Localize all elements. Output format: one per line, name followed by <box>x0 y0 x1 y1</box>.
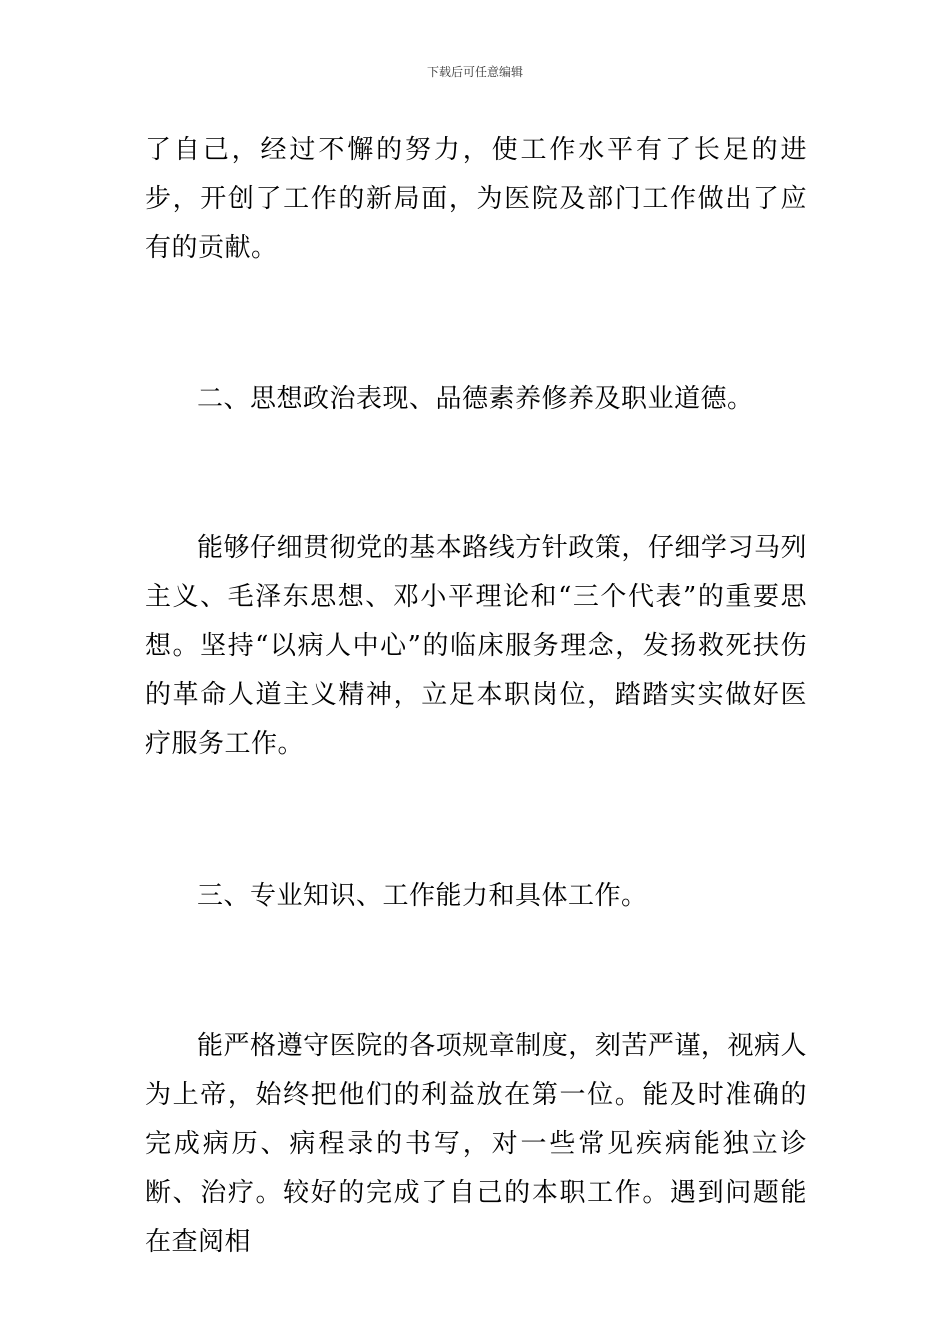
section-heading-2: 二、思想政治表现、品德素养修养及职业道德。 <box>197 384 754 414</box>
paragraph-intro-continuation: 了自己，经过不懈的努力，使工作水平有了长足的进步，开创了工作的新局面，为医院及部门工作做出了应有的贡献。 <box>145 135 807 263</box>
section-heading-3: 三、专业知识、工作能力和具体工作。 <box>197 881 648 911</box>
page-header: 下载后可任意编辑 <box>426 65 523 79</box>
paragraph-professional-work: 能严格遵守医院的各项规章制度，刻苦严谨，视病人为上帝，始终把他们的利益放在第一位。能及时准确的完成病历、病程录的书写，对一些常见疾病能独立诊断、治疗。较好的完成了自己的本职工作。遇到问题能在查阅相 <box>145 1031 807 1257</box>
paragraph-political-performance: 能够仔细贯彻党的基本路线方针政策，仔细学习马列主义、毛泽东思想、邓小平理论和“三个代表”的重要思想。坚持“以病人中心”的临床服务理念，发扬救死扶伤的革命人道主义精神，立足本职岗位，踏踏实实做好医疗服务工作。 <box>145 533 807 759</box>
